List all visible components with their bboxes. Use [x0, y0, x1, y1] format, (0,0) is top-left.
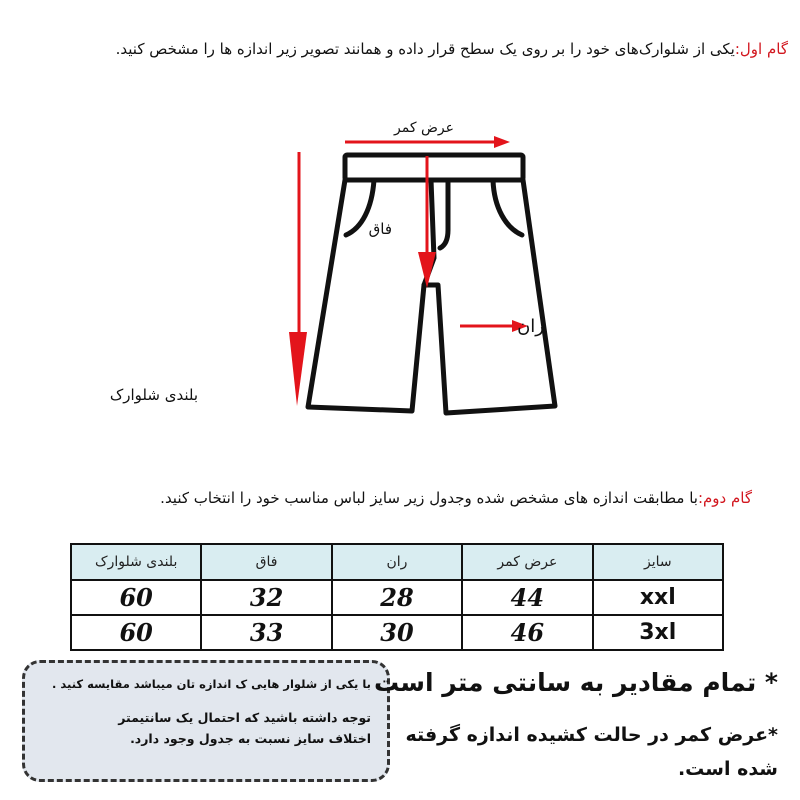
- step-one-text: یکی از شلوارک‌های خود را بر روی یک سطح قرار داده و همانند تصویر زیر اندازه ها را مشخص کنید: [120, 40, 735, 58]
- cell-rise: 33: [201, 615, 331, 650]
- units-note: * تمام مقادیر به سانتی متر است: [373, 668, 778, 697]
- step-two-label: گام دوم:: [697, 489, 752, 507]
- waist-stretch-note: *عرض کمر در حالت کشیده اندازه گرفته شده است.: [405, 724, 778, 780]
- header-waist: عرض کمر: [462, 544, 592, 580]
- cell-waist: 44: [462, 580, 592, 615]
- shorts-outline: [308, 155, 555, 413]
- waist-label: عرض کمر: [394, 120, 454, 136]
- thigh-label: ران: [517, 316, 544, 337]
- table-row: [71, 580, 723, 615]
- comparison-note-box: [22, 660, 390, 782]
- header-size: سایز: [593, 544, 723, 580]
- measurement-arrows: [289, 136, 528, 406]
- step-two-instruction: گام دوم:با مطابقت اندازه های مشخص شده وجدول زیر سایز لباس مناسب خود را انتخاب کنید.: [160, 489, 752, 507]
- waistband: [345, 155, 523, 180]
- cell-waist: 46: [462, 615, 592, 650]
- cell-thigh: 30: [332, 615, 462, 650]
- cell-size: 3xl: [593, 615, 723, 650]
- header-length: بلندی شلوارک: [71, 544, 201, 580]
- waist-arrow-head: [494, 136, 510, 148]
- fly-stitch: [440, 180, 448, 248]
- right-pocket: [493, 180, 522, 235]
- step-two-text: با مطابقت اندازه های مشخص شده وجدول زیر سایز لباس مناسب خود را انتخاب کنید: [164, 489, 698, 507]
- step-one-instruction: گام اول:یکی از شلوارک‌های خود را بر روی یک سطح قرار داده و همانند تصویر زیر اندازه ها را مشخص کنید.: [115, 40, 788, 58]
- note-compare-text: با یکی از شلوار هایی ک اندازه تان میباشد مقایسه کنید .: [52, 677, 371, 691]
- table-row: [71, 615, 723, 650]
- size-chart-table: [70, 543, 724, 651]
- cell-length: 60: [71, 580, 201, 615]
- length-arrow-head: [289, 332, 307, 406]
- cell-rise: 32: [201, 580, 331, 615]
- table-header-row: [71, 544, 723, 580]
- header-rise: فاق: [201, 544, 331, 580]
- cell-thigh: 28: [332, 580, 462, 615]
- cell-length: 60: [71, 615, 201, 650]
- cell-size: xxl: [593, 580, 723, 615]
- length-label: بلندی شلوارک: [109, 386, 198, 404]
- rise-label: فاق: [368, 220, 392, 238]
- header-thigh: ران: [332, 544, 462, 580]
- step-one-label: گام اول:: [734, 40, 788, 58]
- note-tolerance-text: توجه داشته باشید که احتمال یک سانتیمتر اختلاف سایز نسبت به جدول وجود دارد.: [118, 710, 371, 746]
